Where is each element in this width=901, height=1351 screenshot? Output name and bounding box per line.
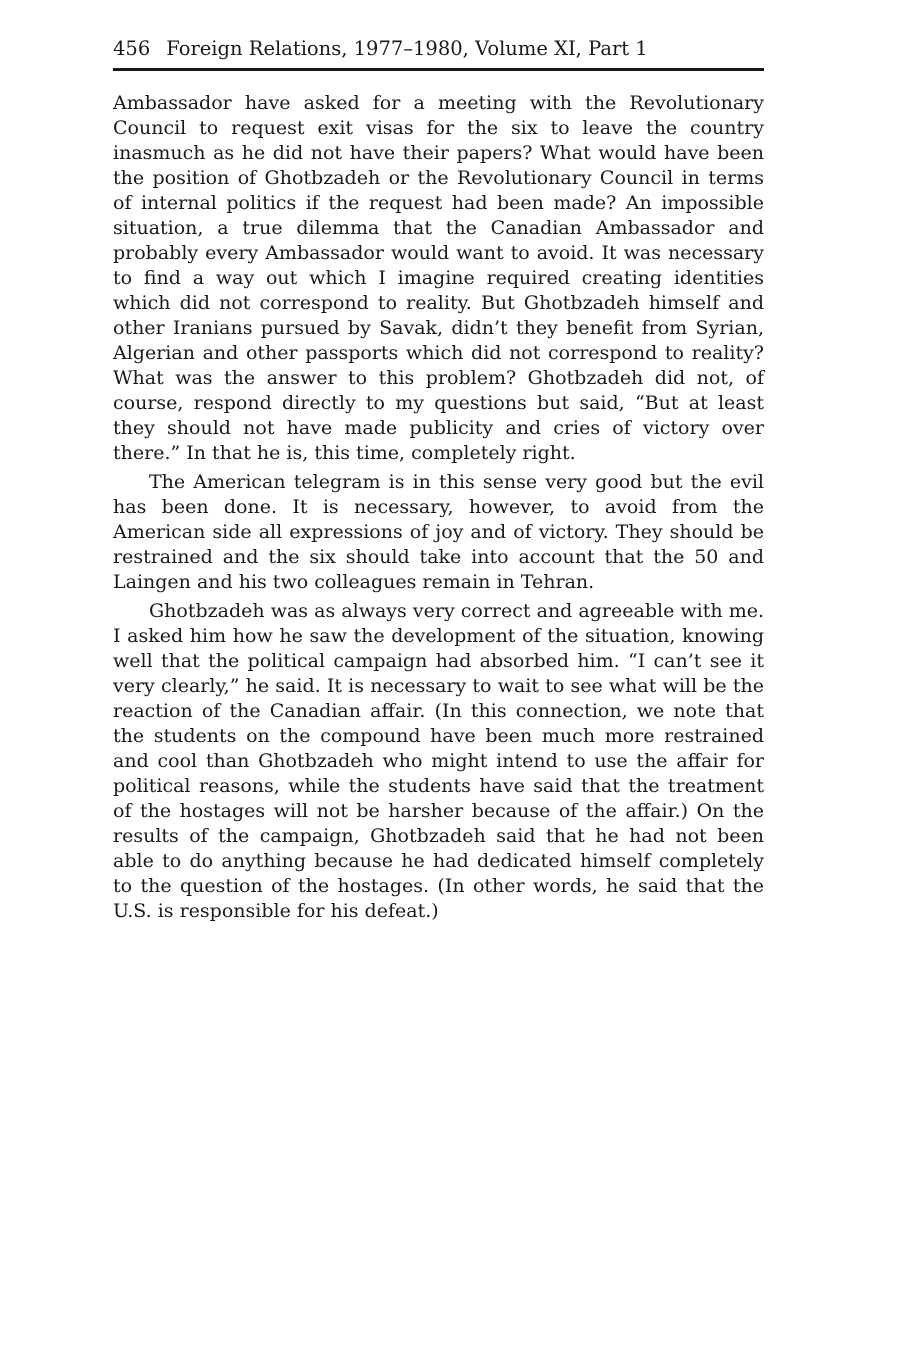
paragraph-american-telegram: The American telegram is in this sense very good but the evil has been done. It is necessary, however, to avoid from the American side all expressions of joy and of victory. They should be restrained and the six should take into account that the 50 and Laingen and his two colleagues remain in Tehran.	[113, 471, 764, 593]
running-title: Foreign Relations, 1977–1980, Volume XI, Part 1	[166, 37, 648, 60]
body-text	[113, 91, 764, 924]
paragraph-continued: Ambassador have asked for a meeting with the Revolutionary Council to request exit visas for the six to leave the country inasmuch as he did not have their papers? What would have been the position of Ghotbzadeh or the Revolutionary Council in terms of internal politics if the request had been made? An impossible situation, a true dilemma that the Canadian Ambassador and probably every Ambassador would want to avoid. It was necessary to find a way out which I imagine required creating identities which did not correspond to reality. But Ghotbzadeh himself and other Iranians pursued by Savak, didn’t they benefit from Syrian, Algerian and other passports which did not correspond to reality? What was the answer to this problem? Ghotbzadeh did not, of course, respond directly to my questions but said, “But at least they should not have made publicity and cries of victory over there.” In that he is, this time, completely right.	[113, 92, 764, 464]
page-number: 456	[113, 37, 151, 60]
paragraph-ghotbzadeh-meeting: Ghotbzadeh was as always very correct and agreeable with me. I asked him how he saw the development of the situation, knowing well that the political campaign had absorbed him. “I can’t see it very clearly,” he said. It is necessary to wait to see what will be the reaction of the Canadian affair. (In this connection, we note that the students on the compound have been much more restrained and cool than Ghotbzadeh who might intend to use the affair for political reasons, while the students have said that the treatment of the hostages will not be harsher because of the affair.) On the results of the campaign, Ghotbzadeh said that he had not been able to do anything because he had dedicated himself completely to the question of the hostages. (In other words, he said that the U.S. is responsible for his defeat.)	[113, 600, 764, 922]
document-page	[113, 36, 764, 928]
running-head	[113, 36, 764, 71]
